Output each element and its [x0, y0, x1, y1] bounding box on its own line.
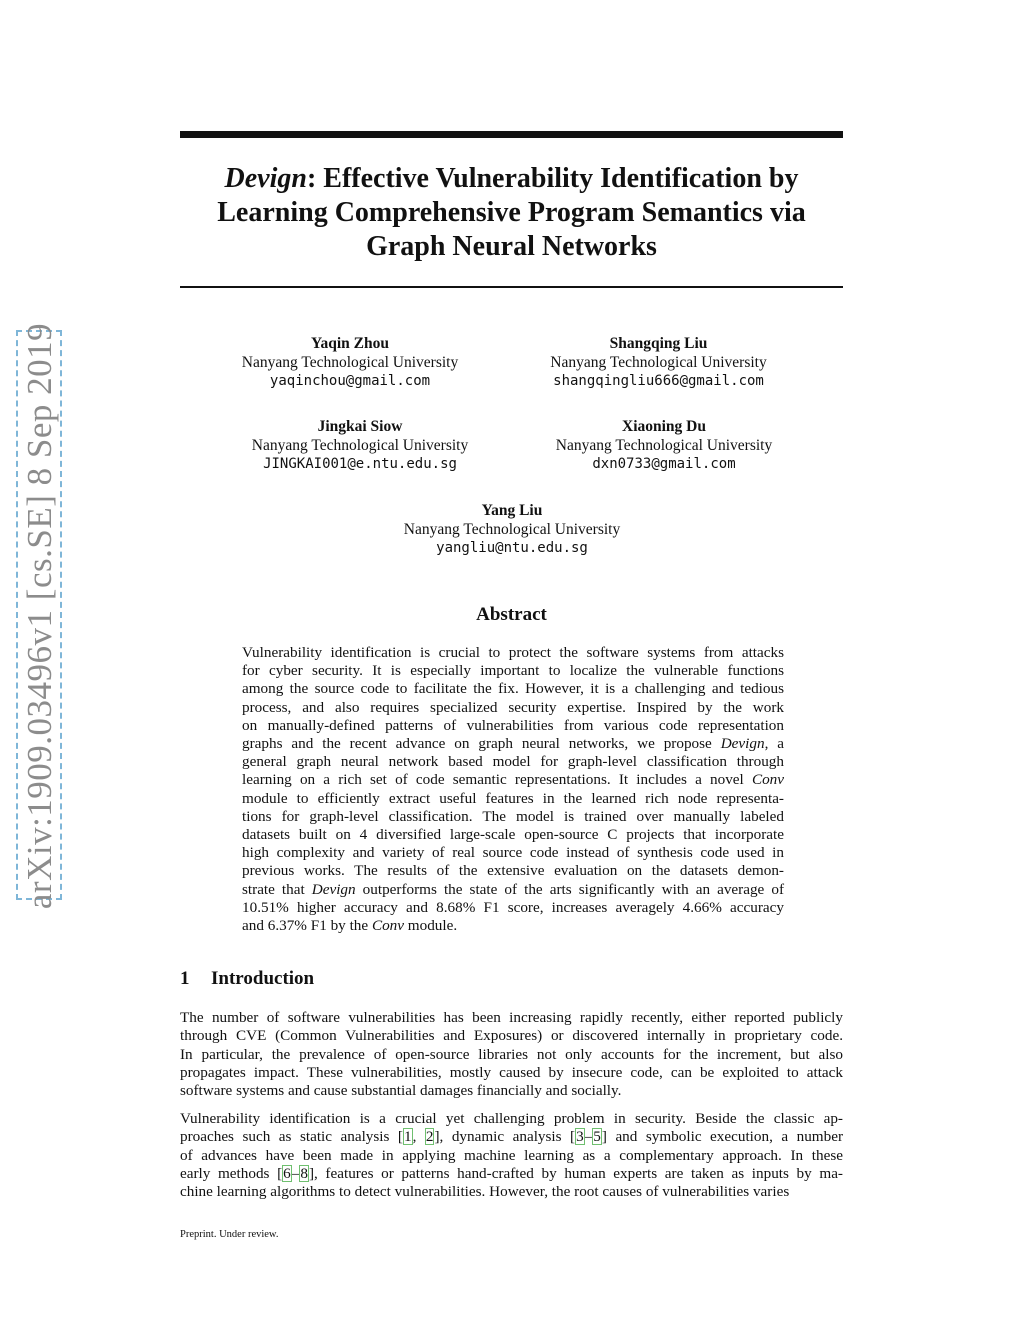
paragraph-text: – [584, 1128, 593, 1146]
paragraph-text: – [291, 1164, 300, 1182]
intro-paragraph-1 [180, 1009, 843, 1100]
abstract-line: high complexity and variety of real source code instead of synthesis code used in [242, 844, 784, 862]
author-email[interactable]: JINGKAI001@e.ntu.edu.sg [263, 456, 457, 472]
author-block [392, 502, 632, 558]
abstract-line: datasets built on 4 diversified large-scale open-source C projects that incorporate [242, 826, 784, 844]
title-line-1 [180, 162, 843, 196]
abstract-line: for cyber security. It is especially important to localize the vulnerable functions [242, 662, 784, 680]
paragraph-text: , [412, 1128, 425, 1146]
abstract-line: tions for graph-level classification. The model is trained over manually labeled [242, 807, 784, 825]
citation-link[interactable]: 6 [283, 1164, 291, 1182]
citation-link[interactable]: 2 [425, 1128, 434, 1146]
abstract-line: general graph neural network based model for graph-level classification through [242, 753, 784, 771]
paragraph-text: ], features or patterns hand-crafted by human experts are taken as inputs by ma- [308, 1164, 843, 1182]
title-bottom-rule [180, 286, 843, 288]
abstract-line: Vulnerability identification is crucial to protect the software systems from attacks [242, 644, 784, 661]
paragraph-text: proaches such as static analysis [ [180, 1128, 403, 1146]
title-top-rule [180, 131, 843, 138]
footer-note: Preprint. Under review. [180, 1229, 279, 1240]
author-email[interactable]: shangqingliu666@gmail.com [553, 373, 764, 389]
abstract-line: module to efficiently extract useful features in the learned rich node representa- [242, 789, 784, 807]
section-title: Introduction [211, 968, 315, 989]
abstract-line: on manually-defined patterns of vulnerabilities from various code representation [242, 716, 784, 734]
abstract-heading: Abstract [476, 604, 547, 625]
title-line-2: Learning Comprehensive Program Semantics via [217, 197, 806, 228]
title-line-3: Graph Neural Networks [366, 231, 657, 262]
abstract-text: graphs and the recent advance on graph neural networks, we propose [242, 735, 721, 753]
paragraph-line: of advances have been made in applying machine learning as a complementary approach. In these [180, 1146, 843, 1164]
author-name: Jingkai Siow [317, 418, 403, 435]
paragraph-line: propagates impact. These vulnerabilities, mostly caused by insecure code, can be exploited to attack [180, 1063, 843, 1081]
author-block [240, 418, 480, 474]
author-email[interactable]: yaqinchou@gmail.com [269, 373, 431, 389]
author-affiliation: Nanyang Technological University [403, 520, 621, 538]
paragraph-line: chine learning algorithms to detect vulnerabilities. However, the root causes of vulnerabilities varies [180, 1183, 790, 1201]
section-number: 1 [180, 968, 190, 989]
abstract-emph-devign: Devign [720, 735, 765, 753]
citation-link[interactable]: 5 [593, 1128, 601, 1146]
author-name: Yaqin Zhou [311, 335, 389, 352]
abstract-body [242, 644, 784, 935]
abstract-emph-conv: Conv [751, 771, 784, 789]
author-affiliation: Nanyang Technological University [550, 353, 767, 371]
abstract-emph-conv: Conv [371, 917, 404, 935]
paragraph-line: software systems and cause substantial damages financially and socially. [180, 1082, 622, 1100]
author-block [526, 335, 791, 391]
abstract-line: among the source code to facilitate the fix. However, it is a challenging and tedious [242, 680, 784, 698]
author-block [544, 418, 784, 474]
author-affiliation: Nanyang Technological University [241, 353, 459, 371]
paragraph-line: The number of software vulnerabilities has been increasing rapidly recently, either reported publicly [180, 1009, 843, 1026]
author-email[interactable]: dxn0733@gmail.com [592, 456, 736, 472]
abstract-line [242, 881, 784, 899]
abstract-line: process, and also requires specialized security expertise. Inspired by the work [242, 698, 784, 716]
abstract-line: previous works. The results of the extensive evaluation on the datasets demon- [242, 862, 784, 880]
author-name: Shangqing Liu [609, 335, 708, 352]
author-name: Yang Liu [481, 502, 543, 519]
author-block [230, 335, 470, 391]
arxiv-stamp-text[interactable]: arXiv:1909.03496v1 [cs.SE] 8 Sep 2019 [20, 322, 59, 910]
paper-title [180, 162, 843, 264]
abstract-text: module. [404, 917, 458, 935]
abstract-line [242, 771, 784, 789]
author-affiliation: Nanyang Technological University [251, 436, 469, 454]
abstract-line [242, 917, 784, 935]
abstract-text: , a [764, 735, 785, 753]
paragraph-line [180, 1128, 843, 1146]
citation-link[interactable]: 8 [300, 1164, 308, 1182]
author-name: Xiaoning Du [622, 418, 706, 435]
section-heading-introduction [180, 968, 314, 990]
abstract-emph-devign: Devign [311, 880, 356, 898]
title-line-1-rest: : Effective Vulnerability Identification by [306, 163, 799, 194]
paragraph-text: ], dynamic analysis [ [434, 1128, 576, 1146]
author-email[interactable]: yangliu@ntu.edu.sg [436, 540, 588, 556]
paragraph-line: In particular, the prevalence of open-source libraries not only accounts for the increment, but also [180, 1045, 843, 1063]
citation-link[interactable]: 1 [403, 1128, 412, 1146]
abstract-text: strate that [242, 880, 312, 898]
author-affiliation: Nanyang Technological University [555, 436, 773, 454]
abstract-line: 10.51% higher accuracy and 8.68% F1 score, increases averagely 4.66% accuracy [242, 898, 784, 916]
paragraph-line: through CVE (Common Vulnerabilities and Exposures) or discovered internally in proprietary code. [180, 1027, 843, 1045]
paragraph-line: Vulnerability identification is a crucial yet challenging problem in security. Beside the classic ap- [180, 1110, 843, 1127]
title-devign: Devign [224, 163, 307, 194]
abstract-text: outperforms the state of the arts significantly with an average of [355, 880, 784, 898]
abstract-text: and 6.37% F1 by the [242, 917, 372, 935]
abstract-line [242, 735, 784, 753]
intro-paragraph-2 [180, 1110, 843, 1201]
citation-link[interactable]: 3 [576, 1128, 584, 1146]
paragraph-text: early methods [ [180, 1164, 283, 1182]
arxiv-stamp[interactable] [16, 322, 64, 910]
abstract-text: learning on a rich set of code semantic representations. It includes a novel [242, 771, 752, 789]
paragraph-text: ] and symbolic execution, a number [601, 1128, 844, 1146]
paragraph-line [180, 1165, 843, 1183]
